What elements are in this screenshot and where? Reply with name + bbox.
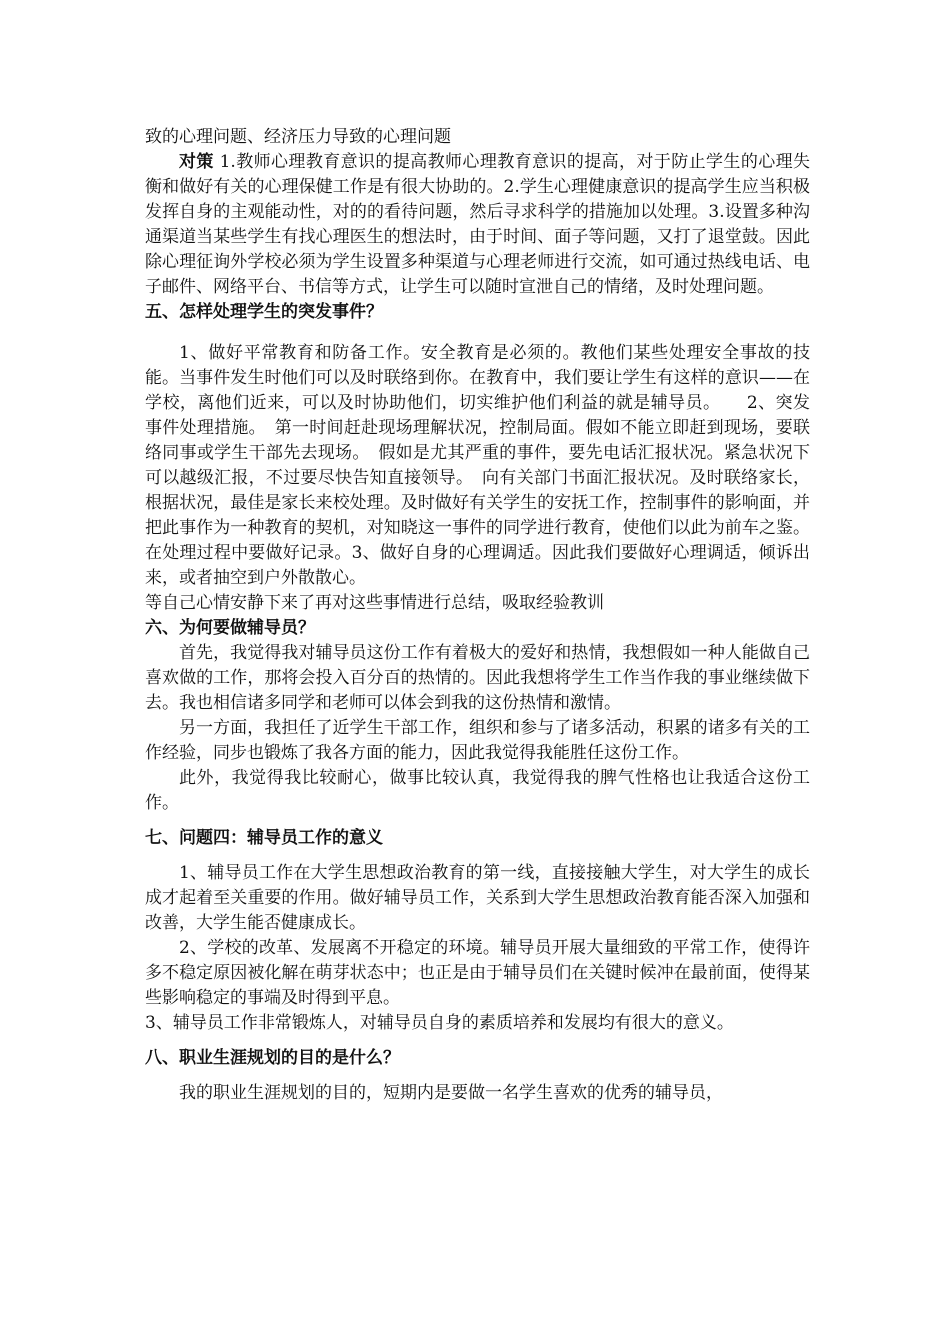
paragraph-7-3: 3、辅导员工作非常锻炼人，对辅导员自身的素质培养和发展均有很大的意义。	[145, 1013, 734, 1033]
document-page	[145, 125, 810, 1106]
paragraph-countermeasures	[145, 150, 810, 300]
heading-section-5: 五、怎样处理学生的突发事件？	[145, 302, 383, 322]
paragraph-5-2: 等自己心情安静下来了再对这些事情进行总结，吸取经验教训	[145, 593, 604, 613]
paragraph-6-2: 另一方面，我担任了近学生干部工作，组织和参与了诸多活动，积累的诸多有关的工作经验，同步也锻炼了我各方面的能力，因此我觉得我能胜任这份工作。	[145, 718, 810, 763]
paragraph-6-1: 首先，我觉得我对辅导员这份工作有着极大的爱好和热情，我想假如一种人能做自己喜欢做的工作，那将会投入百分百的热情的。因此我想将学生工作当作我的事业继续做下去。我也相信诸多同学和老师可以体会到我的这份热情和激情。	[145, 643, 810, 713]
heading-section-6: 六、为何要做辅导员？	[145, 618, 315, 638]
paragraph-5-1: 1、做好平常教育和防备工作。安全教育是必须的。教他们某些处理安全事故的技能。当事件发生时他们可以及时联络到你。在教育中，我们要让学生有这样的意识——在学校，离他们近来，可以及时协助他们，切实维护他们利益的就是辅导员。 2、突发事件处理措施。 第一时间赶赴现场理解状况，控制局面。假如不能立即赶到现场，要联络同事或学生干部先去现场。 假如是尤其严重的事件，要先电话汇报状况。紧急状况下可以越级汇报，不过要尽快告知直接领导。 向有关部门书面汇报状况。及时联络家长，根据状况，最佳是家长来校处理。及时做好有关学生的安抚工作，控制事件的影响面，并把此事作为一种教育的契机，对知晓这一事件的同学进行教育，使他们以此为前车之鉴。在处理过程中要做好记录。3、做好自身的心理调适。因此我们要做好心理调适，倾诉出来，或者抽空到户外散散心。	[145, 343, 810, 588]
paragraph-7-1: 1、辅导员工作在大学生思想政治教育的第一线，直接接触大学生，对大学生的成长成才起着至关重要的作用。做好辅导员工作，关系到大学生思想政治教育能否深入加强和改善，大学生能否健康成长。	[145, 863, 810, 933]
paragraph-intro-tail: 致的心理问题、经济压力导致的心理问题	[145, 127, 451, 147]
countermeasure-label: 对策	[179, 152, 214, 172]
heading-section-7: 七、问题四：辅导员工作的意义	[145, 828, 383, 848]
paragraph-7-2: 2、学校的改革、发展离不开稳定的环境。辅导员开展大量细致的平常工作，使得许多不稳定原因被化解在萌芽状态中；也正是由于辅导员们在关键时候冲在最前面，使得某些影响稳定的事端及时得到平息。	[145, 938, 810, 1008]
paragraph-8-1: 我的职业生涯规划的目的，短期内是要做一名学生喜欢的优秀的辅导员，	[179, 1083, 723, 1103]
countermeasure-text: 1.教师心理教育意识的提高教师心理教育意识的提高，对于防止学生的心理失衡和做好有关的心理保健工作是有很大协助的。2.学生心理健康意识的提高学生应当积极发挥自身的主观能动性，对的的看待问题，然后寻求科学的措施加以处理。3.设置多种沟通渠道当某些学生有找心理医生的想法时，由于时间、面子等问题，又打了退堂鼓。因此除心理征询外学校必须为学生设置多种渠道与心理老师进行交流，如可通过热线电话、电子邮件、网络平台、书信等方式，让学生可以随时宣泄自己的情绪，及时处理问题。	[145, 152, 811, 297]
paragraph-6-3: 此外，我觉得我比较耐心，做事比较认真，我觉得我的脾气性格也让我适合这份工作。	[145, 768, 810, 813]
heading-section-8: 八、职业生涯规划的目的是什么？	[145, 1048, 400, 1068]
